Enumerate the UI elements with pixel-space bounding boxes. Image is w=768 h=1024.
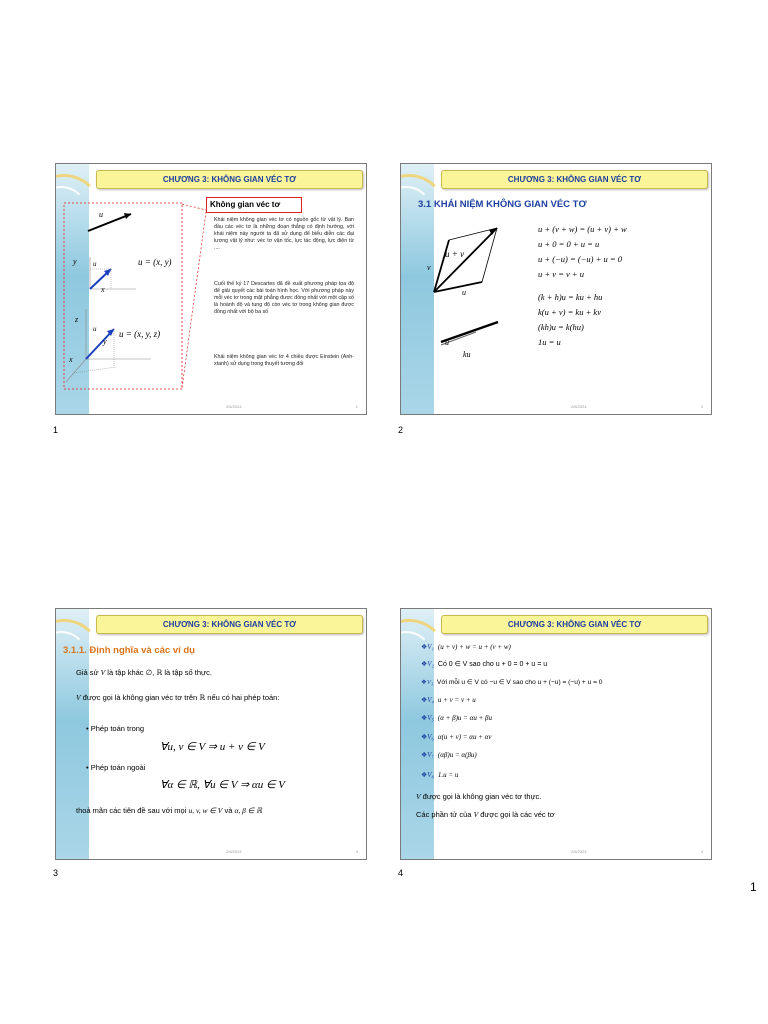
formula: u + (−u) = (−u) + u = 0: [538, 254, 622, 264]
slide-label: 4: [398, 868, 404, 878]
slide-1: [55, 163, 367, 415]
page-number: 1: [750, 880, 757, 894]
diamond-bullet-icon: ❖: [421, 679, 427, 686]
fig-label-u: u: [445, 338, 449, 347]
text-line: Giả sử V là tập khác ∅, ℝ là tập số thực.: [76, 668, 212, 677]
bullet-item: • Phép toán ngoài: [86, 763, 146, 772]
fig-label-ku: ku: [463, 350, 471, 359]
math-formula: ∀u, v ∈ V ⇒ u + v ∈ V: [160, 741, 265, 753]
parallelogram-figure: [401, 214, 541, 364]
slide-header: CHƯƠNG 3: KHÔNG GIAN VÉC TƠ: [441, 170, 708, 189]
callout-title: Không gian véc tơ: [210, 200, 281, 209]
fig-label-y: y: [103, 337, 107, 346]
slide-number: 4: [700, 849, 703, 854]
axiom-item: ❖V₅ (α + β)u = αu + βu: [421, 714, 493, 722]
section-title: 3.1.1. Định nghĩa và các ví dụ: [63, 645, 195, 656]
slide-label: 3: [53, 868, 59, 878]
fig-eq-2d: u = (x, y): [138, 257, 172, 267]
math-formula: ∀α ∈ ℝ, ∀u ∈ V ⇒ αu ∈ V: [160, 779, 286, 791]
axiom-item: ❖V₆ α(u + v) = αu + αv: [421, 733, 492, 741]
formula: k(u + v) = ku + kv: [538, 307, 601, 317]
fig-label-u: u: [99, 210, 103, 219]
slide-2: [400, 163, 712, 415]
slide-label: 2: [398, 425, 404, 435]
paragraph: Cuối thế kỷ 17 Descartes đã đề xuất phương pháp tọa độ để giải quyết các bài toán hình học. Với phương pháp này mỗi véc tơ trong mặt phẳng được đồng nhất với một cặp số là hoành độ và tung độ còn véc tơ trong không gian được đồng nhất với bộ ba số: [214, 281, 354, 315]
diamond-bullet-icon: ❖: [421, 644, 428, 651]
fig-eq-3d: u = (x, y, z): [119, 329, 161, 339]
axiom-item: ❖V₇ (αβ)u = α(βu): [421, 751, 477, 759]
formula: u + v = v + u: [538, 269, 585, 279]
section-title: 3.1 KHÁI NIỆM KHÔNG GIAN VÉC TƠ: [418, 199, 587, 210]
diamond-bullet-icon: ❖: [421, 752, 428, 759]
slide-number: 2: [700, 404, 703, 409]
text-line: Các phần tử của V được gọi là các véc tơ: [416, 810, 555, 819]
diamond-bullet-icon: ❖: [421, 715, 428, 722]
text-line: V được gọi là không gian véc tơ thực.: [416, 792, 542, 801]
fig-label-u: u: [462, 288, 466, 297]
slide-number: 3: [355, 849, 358, 854]
text-line: thoả mãn các tiên đề sau với mọi u, v, w ∈ V và α, β ∈ ℝ: [76, 806, 263, 815]
slide-header: CHƯƠNG 3: KHÔNG GIAN VÉC TƠ: [96, 170, 363, 189]
slide-header: CHƯƠNG 3: KHÔNG GIAN VÉC TƠ: [96, 615, 363, 634]
slide-header: CHƯƠNG 3: KHÔNG GIAN VÉC TƠ: [441, 615, 708, 634]
slide-date: 2/6/2024: [226, 404, 242, 409]
formula: u + 0 = 0 + u = u: [538, 239, 600, 249]
fig-label-u: u: [93, 260, 97, 268]
slide-date: 2/6/2024: [571, 849, 587, 854]
diamond-bullet-icon: ❖: [421, 697, 428, 704]
paragraph: Khái niệm không gian véc tơ 4 chiều được Einstein (Anh-xtanh) sử dụng trong thuyết tương đối: [214, 354, 354, 367]
slide-3: [55, 608, 367, 860]
formula: u + (v + w) = (u + v) + w: [538, 224, 627, 234]
axiom-item: ❖V₁ (u + v) + w = u + (v + w): [421, 643, 511, 651]
fig-label-y: y: [73, 257, 77, 266]
fig-label-uv: u + v: [445, 249, 465, 259]
fig-label-x: x: [101, 285, 105, 294]
axiom-item: ❖V₃ Với mỗi u ∈ V có −u ∈ V sao cho u + (−u) = (−u) + u = 0: [421, 679, 603, 686]
axiom-item: ❖V₂ Có 0 ∈ V sao cho u + 0 = 0 + u = u: [421, 660, 548, 668]
formula: (kh)u = k(hu): [538, 322, 584, 332]
axiom-item: ❖V₄ u + v = v + u: [421, 696, 476, 704]
axiom-item: ❖V₈ 1.u = u: [421, 771, 459, 779]
fig-label-v: v: [427, 263, 431, 272]
fig-label-x: x: [69, 355, 73, 364]
fig-label-u: u: [93, 325, 97, 333]
slide-label: 1: [53, 425, 59, 435]
slide-date: 2/6/2024: [226, 849, 242, 854]
formula-list: [538, 222, 627, 350]
paragraph: Khái niệm không gian véc tơ có nguồn gốc từ vật lý. Ban đầu các véc tơ là những đoạn thẳng có định hướng, với khái niệm này người ta đã sử dụng để biểu diễn các đại lượng vật lý như: véc tơ vận tốc, lực tác động, lực điện từ ....: [214, 217, 354, 251]
diamond-bullet-icon: ❖: [421, 734, 428, 741]
fig-label-z: z: [75, 315, 79, 324]
formula: (k + h)u = ku + hu: [538, 292, 603, 302]
formula: 1u = u: [538, 337, 561, 347]
text-line: V được gọi là không gian véc tơ trên ℝ nếu có hai phép toán:: [76, 693, 280, 702]
slide-number: 1: [355, 404, 358, 409]
diamond-bullet-icon: ❖: [421, 661, 428, 668]
diamond-bullet-icon: ❖: [421, 772, 428, 779]
bullet-item: • Phép toán trong: [86, 724, 145, 733]
slide-date: 2/6/2024: [571, 404, 587, 409]
slide-4: [400, 608, 712, 860]
